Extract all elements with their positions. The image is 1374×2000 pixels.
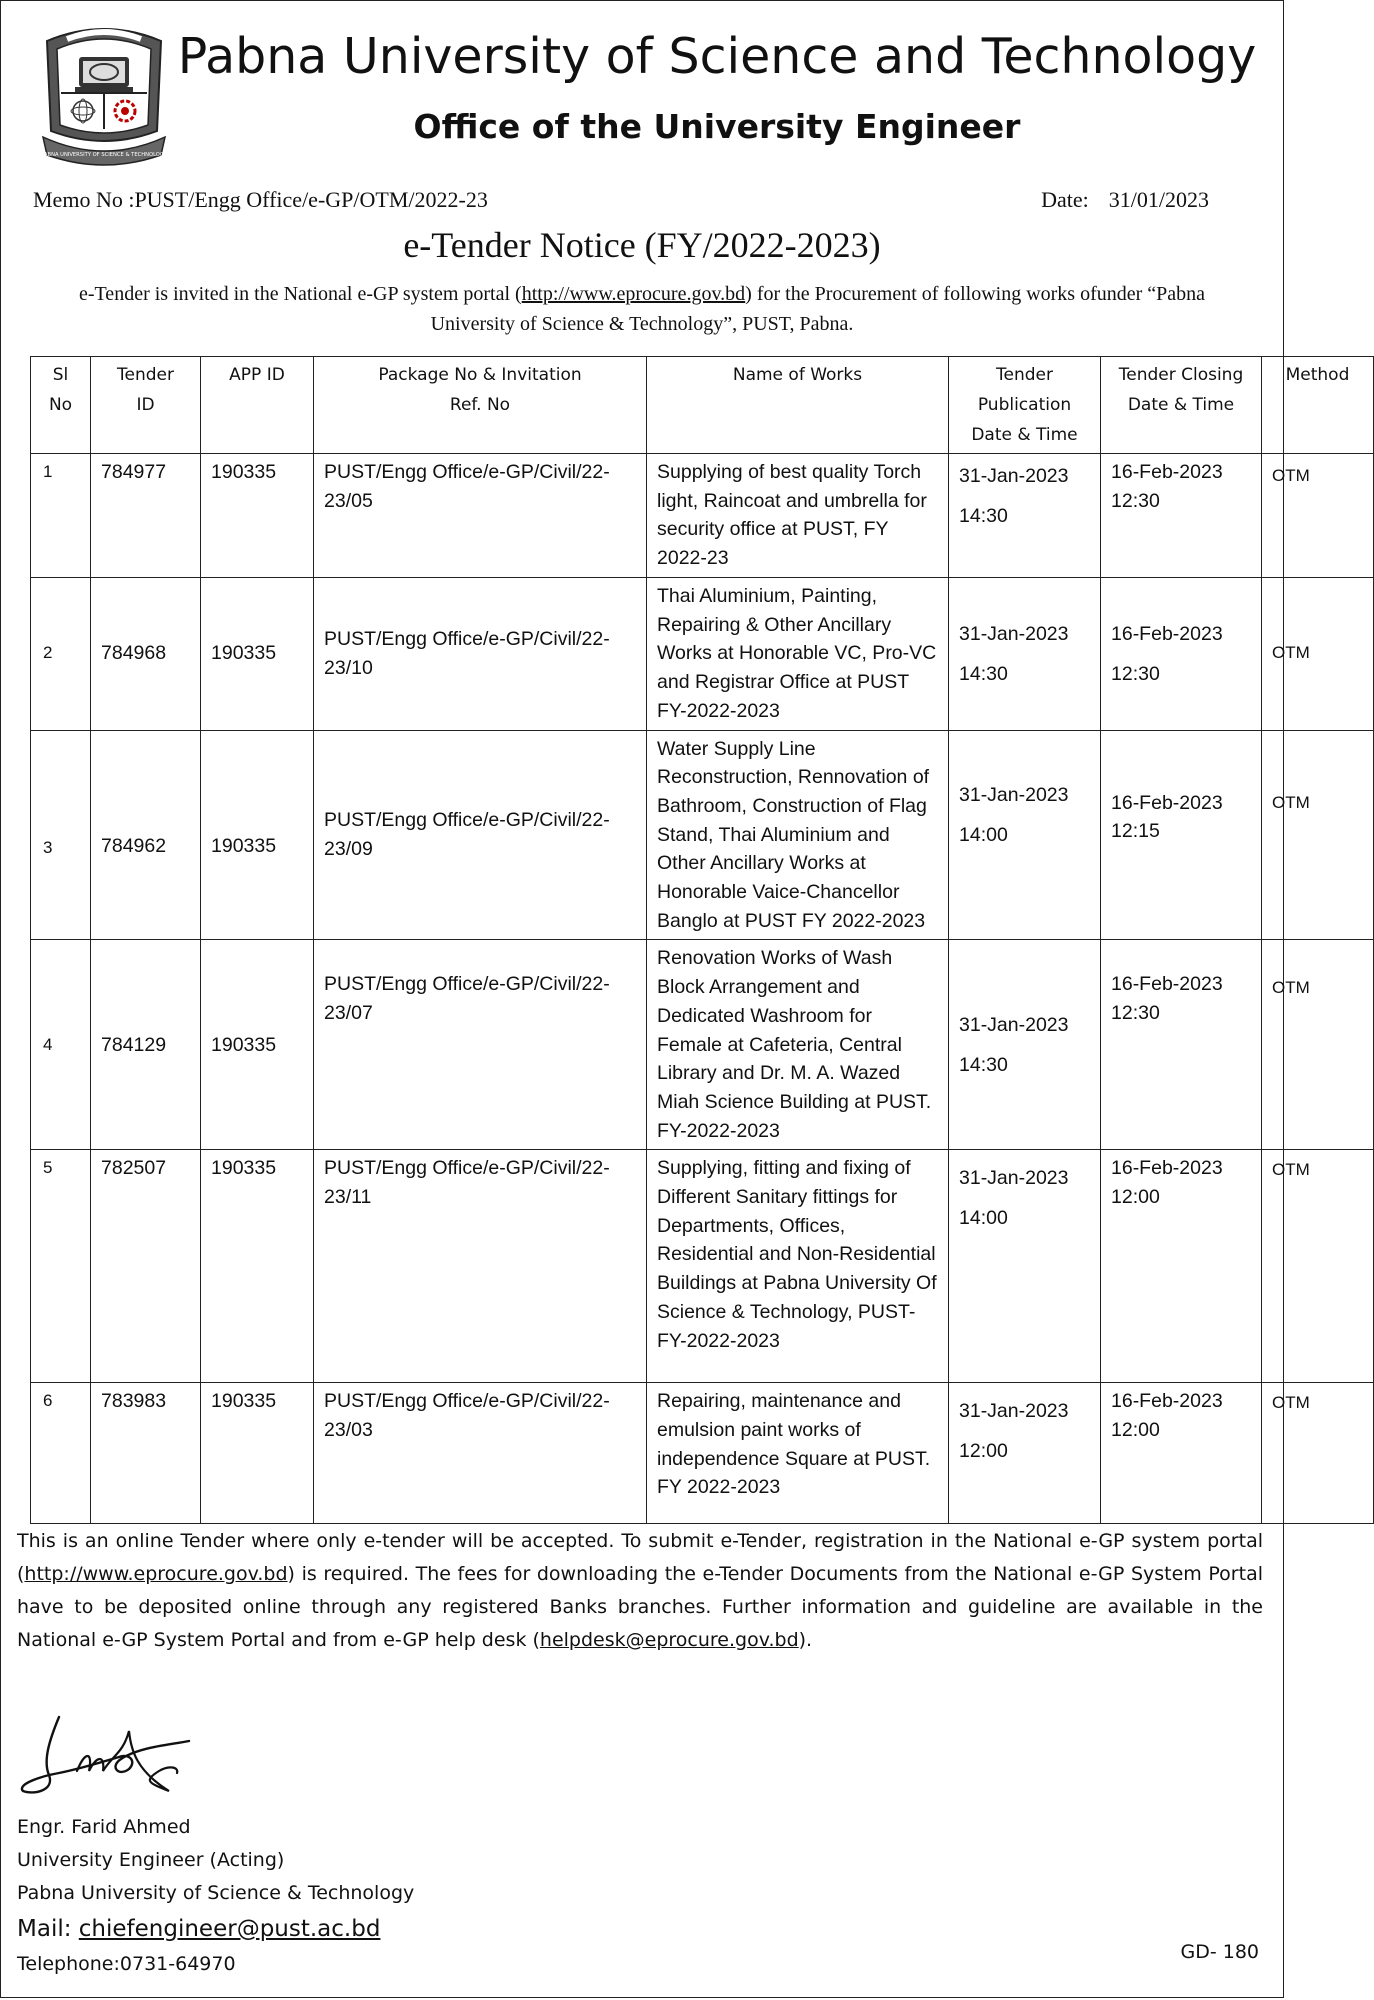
cell-method: OTM xyxy=(1262,940,1374,1150)
mail-label: Mail: xyxy=(17,1916,79,1942)
signer-block xyxy=(17,1811,414,1981)
footer-paragraph xyxy=(17,1525,1263,1657)
cell-sl: 1 xyxy=(31,454,91,578)
date-value: 31/01/2023 xyxy=(1108,187,1209,212)
intro-text-2: ) for the Procurement of following works ofunder “Pabna University of Science & Technology”, PUST, Pabna. xyxy=(430,283,1206,335)
table-row xyxy=(31,578,1374,731)
signature-image xyxy=(19,1711,194,1803)
cell-closing: 16-Feb-2023 12:15 xyxy=(1101,730,1262,940)
office-title: Office of the University Engineer xyxy=(413,107,1021,146)
table-row xyxy=(31,1150,1374,1383)
cell-publication: 31-Jan-2023 14:00 xyxy=(949,1150,1101,1383)
cell-publication: 31-Jan-2023 14:00 xyxy=(949,730,1101,940)
cell-sl: 3 xyxy=(31,730,91,940)
footer-text-3: ). xyxy=(798,1629,813,1651)
footer-text-1: This is an online Tender where only e-tender will be accepted. To submit e-Tender, registration in the National e-GP system portal ( xyxy=(17,1530,1263,1585)
cell-package: PUST/Engg Office/e-GP/Civil/22-23/10 xyxy=(314,578,647,731)
cell-method: OTM xyxy=(1262,730,1374,940)
cell-works: Repairing, maintenance and emulsion paint works of independence Square at PUST. FY 2022-2023 xyxy=(647,1383,949,1524)
cell-publication: 31-Jan-2023 14:30 xyxy=(949,940,1101,1150)
col-header-closing: Tender Closing Date & Time xyxy=(1101,357,1262,454)
signer-title: University Engineer (Acting) xyxy=(17,1849,285,1871)
cell-works: Water Supply Line Reconstruction, Rennovation of Bathroom, Construction of Flag Stand, Thai Aluminium and Other Ancillary Works at Honorable Vaice-Chancellor Banglo at PUST FY 2022-2023 xyxy=(647,730,949,940)
helpdesk-email-link[interactable]: helpdesk@eprocure.gov.bd xyxy=(539,1629,799,1651)
cell-method: OTM xyxy=(1262,578,1374,731)
cell-app-id: 190335 xyxy=(201,730,314,940)
cell-app-id: 190335 xyxy=(201,940,314,1150)
col-header-sl: Sl No xyxy=(31,357,91,454)
cell-publication: 31-Jan-2023 14:30 xyxy=(949,578,1101,731)
cell-closing: 16-Feb-2023 12:00 xyxy=(1101,1150,1262,1383)
cell-sl: 2 xyxy=(31,578,91,731)
table-row xyxy=(31,730,1374,940)
svg-text:PABNA UNIVERSITY OF SCIENCE &: PABNA UNIVERSITY OF SCIENCE & TECHNOLOGY xyxy=(41,152,167,158)
cell-tender-id: 784968 xyxy=(91,578,201,731)
cell-works: Thai Aluminium, Painting, Repairing & Other Ancillary Works at Honorable VC, Pro-VC and Registrar Office at PUST FY-2022-2023 xyxy=(647,578,949,731)
cell-closing: 16-Feb-2023 12:30 xyxy=(1101,940,1262,1150)
notice-date xyxy=(1041,187,1209,213)
table-row xyxy=(31,1383,1374,1524)
intro-paragraph xyxy=(37,279,1247,339)
col-header-package: Package No & Invitation Ref. No xyxy=(314,357,647,454)
cell-works: Renovation Works of Wash Block Arrangement and Dedicated Washroom for Female at Cafeteria, Central Library and Dr. M. A. Wazed Miah Science Building at PUST. FY-2022-2023 xyxy=(647,940,949,1150)
cell-package: PUST/Engg Office/e-GP/Civil/22-23/11 xyxy=(314,1150,647,1383)
cell-tender-id: 784977 xyxy=(91,454,201,578)
cell-sl: 4 xyxy=(31,940,91,1150)
university-title: Pabna University of Science and Technology xyxy=(177,28,1257,85)
cell-publication: 31-Jan-2023 14:30 xyxy=(949,454,1101,578)
cell-sl: 5 xyxy=(31,1150,91,1383)
intro-text-1: e-Tender is invited in the National e-GP system portal ( xyxy=(78,283,522,305)
cell-tender-id: 784962 xyxy=(91,730,201,940)
memo-number: Memo No :PUST/Engg Office/e-GP/OTM/2022-23 xyxy=(33,187,488,212)
col-header-method: Method xyxy=(1262,357,1374,454)
eprocure-link[interactable]: http://www.eprocure.gov.bd xyxy=(521,283,746,305)
footer-text-2: ) is required. The fees for downloading the e-Tender Documents from the National e-GP System Portal have to be deposited online through any registered Banks branches. Further information and guideline are available in the National e-GP System Portal and from e-GP help desk ( xyxy=(17,1563,1263,1651)
signer-org: Pabna University of Science & Technology xyxy=(17,1882,415,1904)
signer-mail xyxy=(17,1910,414,1948)
cell-closing: 16-Feb-2023 12:30 xyxy=(1101,454,1262,578)
cell-tender-id: 784129 xyxy=(91,940,201,1150)
col-header-tender-id: Tender ID xyxy=(91,357,201,454)
university-logo-icon xyxy=(39,23,169,175)
cell-tender-id: 783983 xyxy=(91,1383,201,1524)
cell-package: PUST/Engg Office/e-GP/Civil/22-23/09 xyxy=(314,730,647,940)
cell-sl: 6 xyxy=(31,1383,91,1524)
cell-method: OTM xyxy=(1262,454,1374,578)
signer-telephone: Telephone:0731-64970 xyxy=(17,1953,236,1975)
cell-method: OTM xyxy=(1262,1383,1374,1524)
cell-tender-id: 782507 xyxy=(91,1150,201,1383)
col-header-works: Name of Works xyxy=(647,357,949,454)
cell-app-id: 190335 xyxy=(201,454,314,578)
document-code: GD- 180 xyxy=(1180,1941,1259,1963)
cell-app-id: 190335 xyxy=(201,1383,314,1524)
cell-closing: 16-Feb-2023 12:00 xyxy=(1101,1383,1262,1524)
cell-app-id: 190335 xyxy=(201,578,314,731)
cell-publication: 31-Jan-2023 12:00 xyxy=(949,1383,1101,1524)
col-header-app-id: APP ID xyxy=(201,357,314,454)
cell-method: OTM xyxy=(1262,1150,1374,1383)
table-row xyxy=(31,940,1374,1150)
cell-package: PUST/Engg Office/e-GP/Civil/22-23/05 xyxy=(314,454,647,578)
signer-name: Engr. Farid Ahmed xyxy=(17,1816,191,1838)
eprocure-footer-link[interactable]: http://www.eprocure.gov.bd xyxy=(24,1563,288,1585)
tender-table xyxy=(30,356,1374,1524)
col-header-publication: Tender Publication Date & Time xyxy=(949,357,1101,454)
signer-email-link[interactable]: chiefengineer@pust.ac.bd xyxy=(78,1916,381,1942)
cell-package: PUST/Engg Office/e-GP/Civil/22-23/03 xyxy=(314,1383,647,1524)
cell-closing: 16-Feb-2023 12:30 xyxy=(1101,578,1262,731)
notice-title: e-Tender Notice (FY/2022-2023) xyxy=(403,225,881,265)
table-header-row xyxy=(31,357,1374,454)
cell-package: PUST/Engg Office/e-GP/Civil/22-23/07 xyxy=(314,940,647,1150)
cell-works: Supplying of best quality Torch light, Raincoat and umbrella for security office at PUST, FY 2022-23 xyxy=(647,454,949,578)
date-label: Date: xyxy=(1041,187,1089,212)
cell-works: Supplying, fitting and fixing of Different Sanitary fittings for Departments, Offices, Residential and Non-Residential Buildings at Pabna University Of Science & Technology, PUST- FY-2022-2023 xyxy=(647,1150,949,1383)
cell-app-id: 190335 xyxy=(201,1150,314,1383)
table-row xyxy=(31,454,1374,578)
